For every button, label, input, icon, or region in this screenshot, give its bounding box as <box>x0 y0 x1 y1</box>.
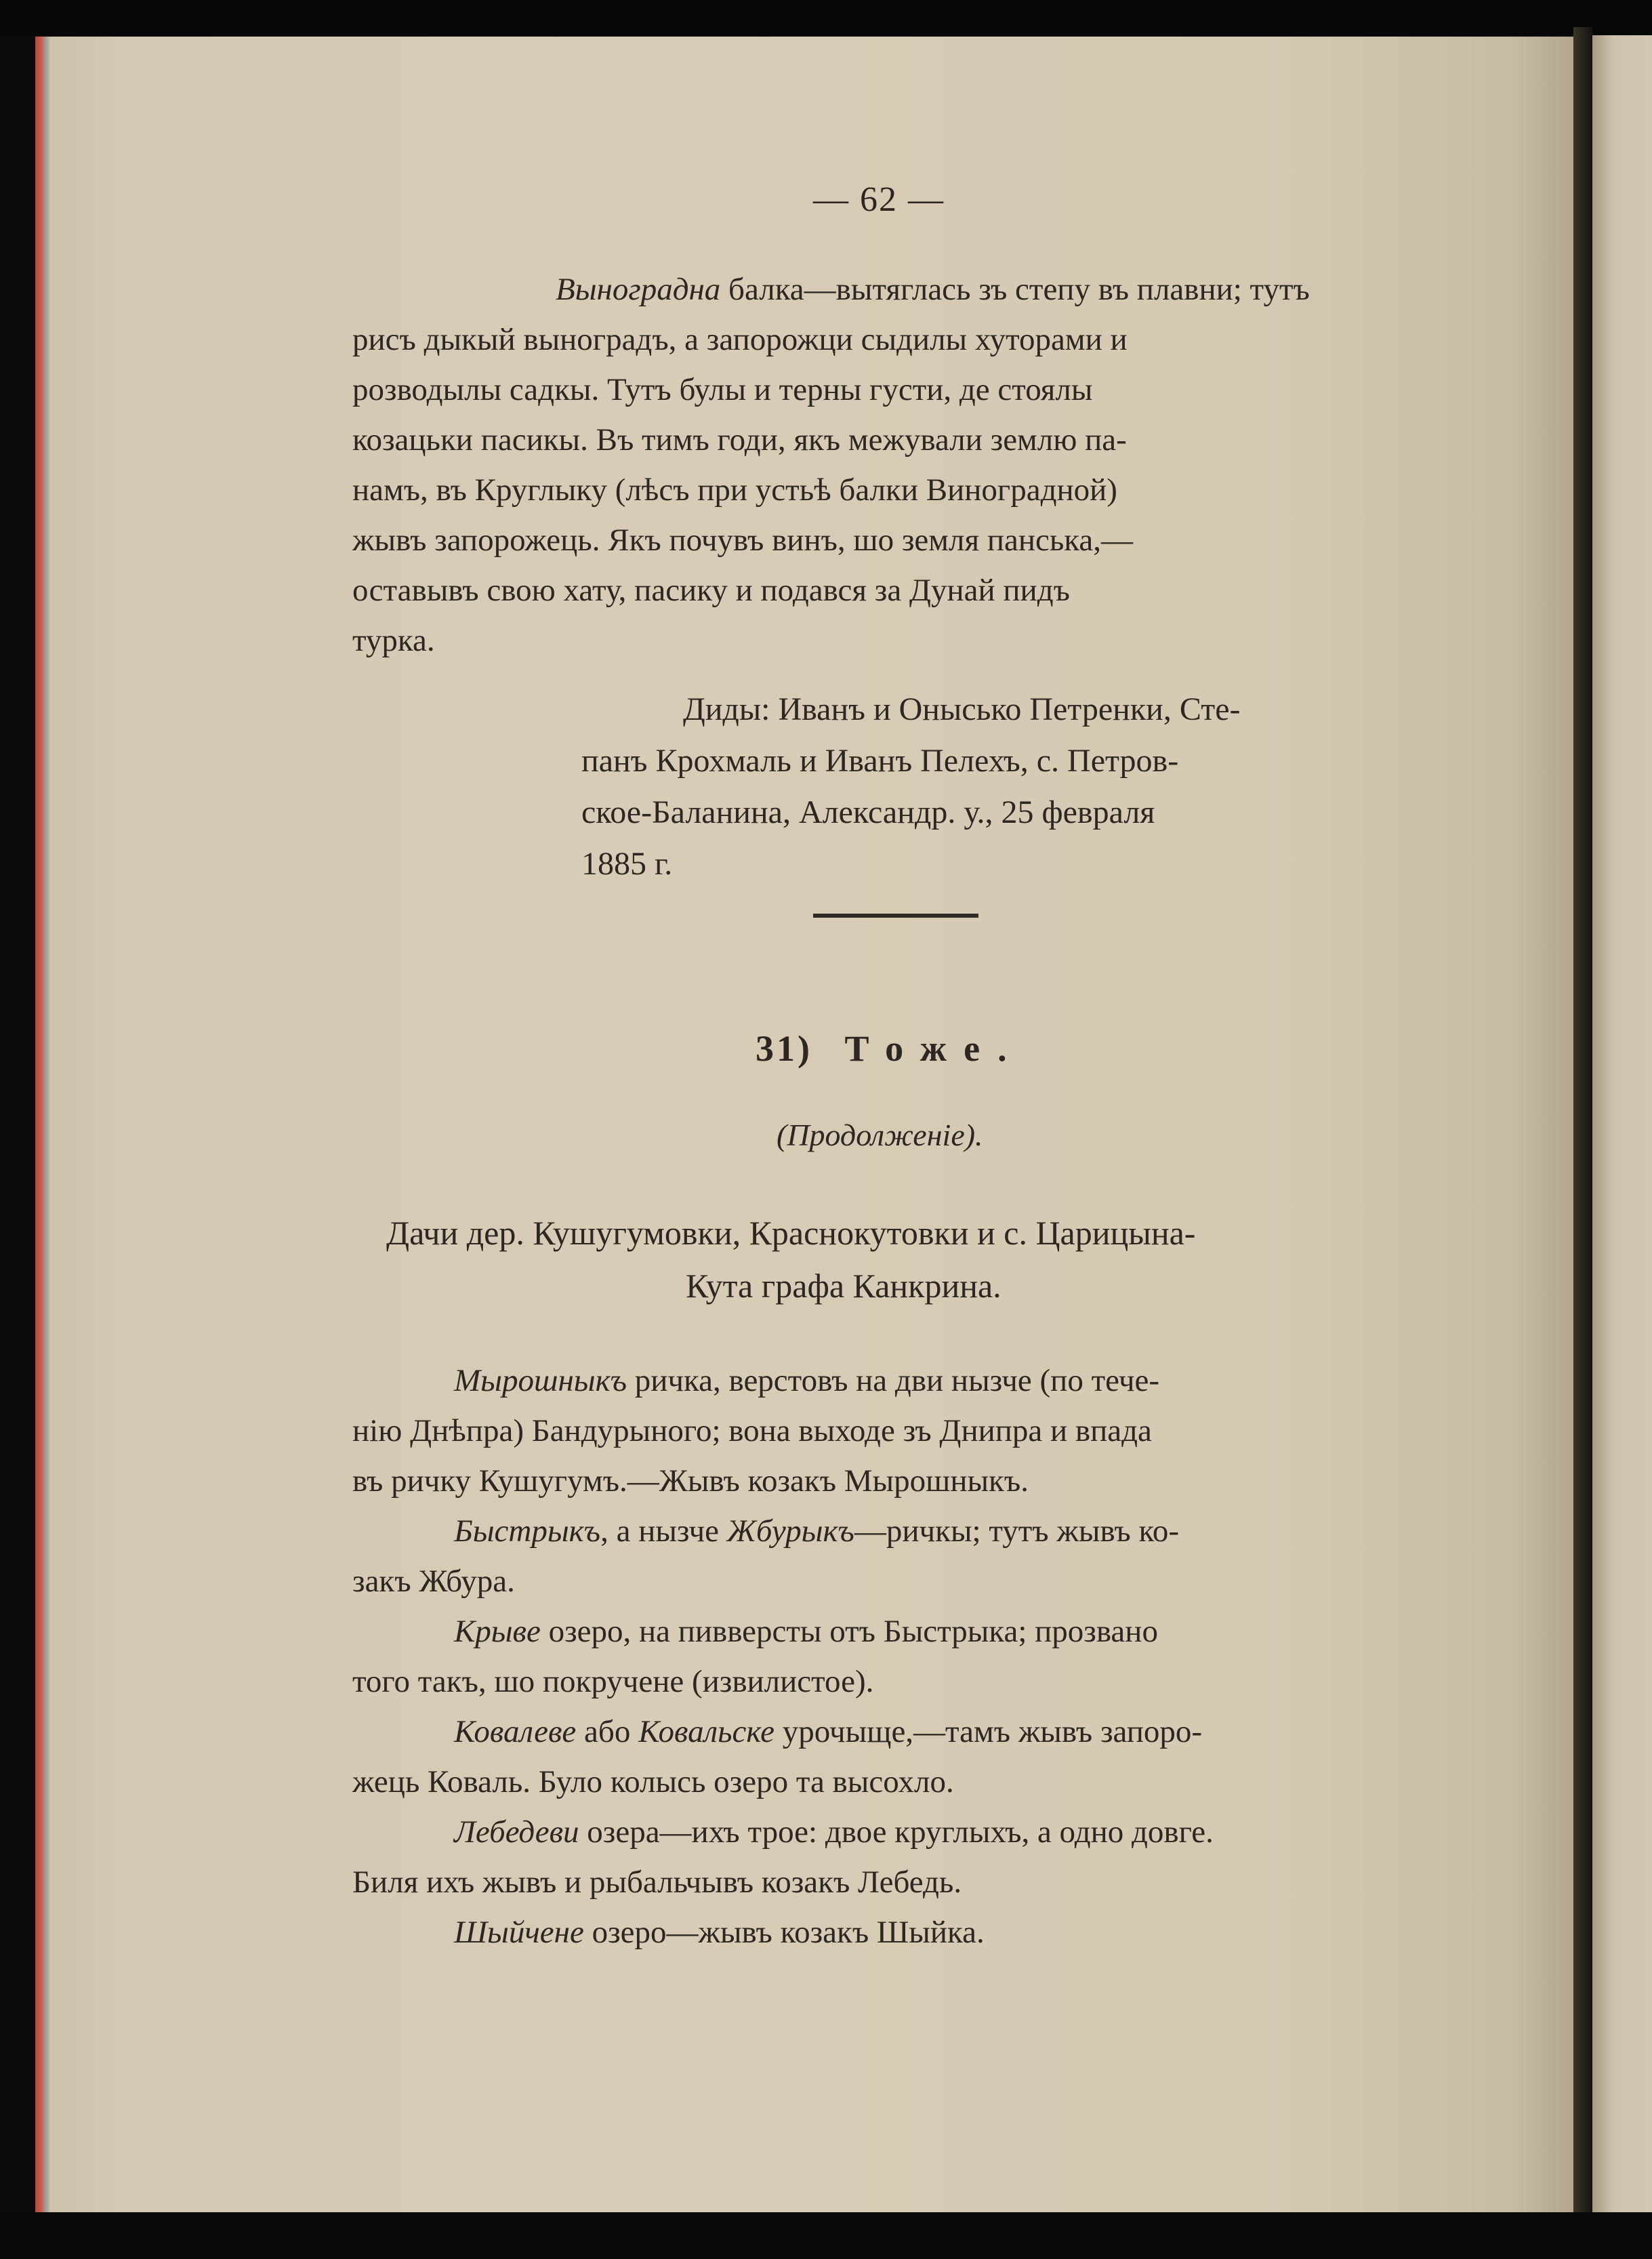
entry-text: ричка, верстовъ на дви нызче (по тече- <box>627 1363 1159 1398</box>
entry-lebedevy-line-1 <box>352 1807 1423 1857</box>
entry-shyichene-line-1 <box>352 1907 1423 1957</box>
entry-text: або <box>576 1714 639 1749</box>
entry-myroshnyk-line-3: въ ричку Кушугумъ.—Жывъ козакъ Мырошныкъ. <box>352 1463 1029 1499</box>
entry-term: Быстрыкъ <box>454 1513 601 1549</box>
section-heading <box>756 1023 1025 1074</box>
informants-line-1: Диды: Иванъ и Онысько Петренки, Сте- <box>683 691 1241 727</box>
entry-text: , а нызче <box>600 1513 727 1549</box>
entry-term: Лебедеви <box>454 1814 579 1850</box>
first-entry-line-3: розводылы садкы. Тутъ булы и терны густи, де стоялы <box>352 372 1093 407</box>
first-entry-text-1: балка—вытяглась зъ степу въ плавни; тутъ <box>720 272 1310 307</box>
entry-text: урочыще,—тамъ жывъ запоро- <box>775 1714 1203 1749</box>
first-entry-line-6: жывъ запорожець. Якъ почувъ винъ, шо земля панська,— <box>352 523 1134 558</box>
entry-bystryk-line-1 <box>352 1506 1423 1556</box>
first-entry-line-1 <box>352 264 1423 314</box>
entry-lebedevy-line-2: Биля ихъ жывъ и рыбальчывъ козакъ Лебедь. <box>352 1865 962 1900</box>
section-divider-rule <box>813 914 978 918</box>
section-title: Тоже. <box>844 1028 1025 1069</box>
page-red-edge <box>35 37 50 2212</box>
entry-text: озеро—жывъ козакъ Шыйка. <box>583 1915 985 1950</box>
entry-kryve-line-2: того такъ, шо покручене (извилистое). <box>352 1664 874 1699</box>
next-page-edge <box>1592 35 1652 2214</box>
entry-kryve-line-1 <box>352 1606 1423 1656</box>
entry-text: —ричкы; тутъ жывъ ко- <box>854 1513 1180 1549</box>
first-entry-line-2: рисъ дыкый выноградъ, а запорожци сыдилы хуторами и <box>352 322 1128 357</box>
entry-text: озеро, на пивверсты отъ Быстрыка; прозвано <box>540 1614 1158 1649</box>
book-gutter <box>1573 27 1592 2216</box>
entry-term: Ковалеве <box>454 1714 577 1749</box>
section-number: 31) <box>756 1028 812 1069</box>
scan-bottom-border <box>0 2212 1652 2259</box>
first-entry-line-5: намъ, въ Круглыку (лѣсъ при устьѣ балки Виноградной) <box>352 472 1117 508</box>
entry-term: Крыве <box>454 1614 541 1649</box>
entry-term: Мырошныкъ <box>454 1363 627 1398</box>
scan-top-border <box>0 0 1652 35</box>
entry-kovaleve-line-1 <box>352 1707 1423 1757</box>
entry-text: озера—ихъ трое: двое круглыхъ, а одно довге. <box>579 1814 1214 1850</box>
entry-term: Шыйчене <box>454 1915 584 1950</box>
first-entry-line-4: козацьки пасикы. Въ тимъ годи, якъ межували землю па- <box>352 422 1127 457</box>
entry-myroshnyk-line-1 <box>352 1356 1423 1406</box>
informants-line-4: 1885 г. <box>581 846 673 882</box>
section-subtitle: (Продолженіе). <box>777 1118 983 1152</box>
page-number: — 62 — <box>813 180 945 219</box>
entry-bystryk-line-2: закъ Жбура. <box>352 1564 515 1599</box>
section-place-line-2: Кута графа Канкрина. <box>686 1267 1001 1305</box>
informants-line-2: панъ Крохмаль и Иванъ Пелехъ, с. Петров- <box>581 743 1179 779</box>
section-place-line-1: Дачи дер. Кушугумовки, Краснокутовки и с. Царицына- <box>386 1214 1196 1252</box>
entry-kovaleve-line-2: жець Коваль. Було колысь озеро та высохло. <box>352 1764 954 1799</box>
entry-myroshnyk-line-2: нію Днѣпра) Бандурыного; вона выходе зъ Днипра и впада <box>352 1413 1152 1448</box>
informants-line-3: ское-Баланина, Александр. у., 25 февраля <box>581 794 1155 830</box>
entry-term-alt: Жбурыкъ <box>726 1513 854 1549</box>
entry-term-alt: Ковальске <box>638 1714 775 1749</box>
first-entry-line-8: турка. <box>352 623 435 658</box>
first-entry-term: Выноградна <box>556 272 721 307</box>
first-entry-line-7: оставывъ свою хату, пасику и подався за Дунай пидъ <box>352 573 1070 608</box>
